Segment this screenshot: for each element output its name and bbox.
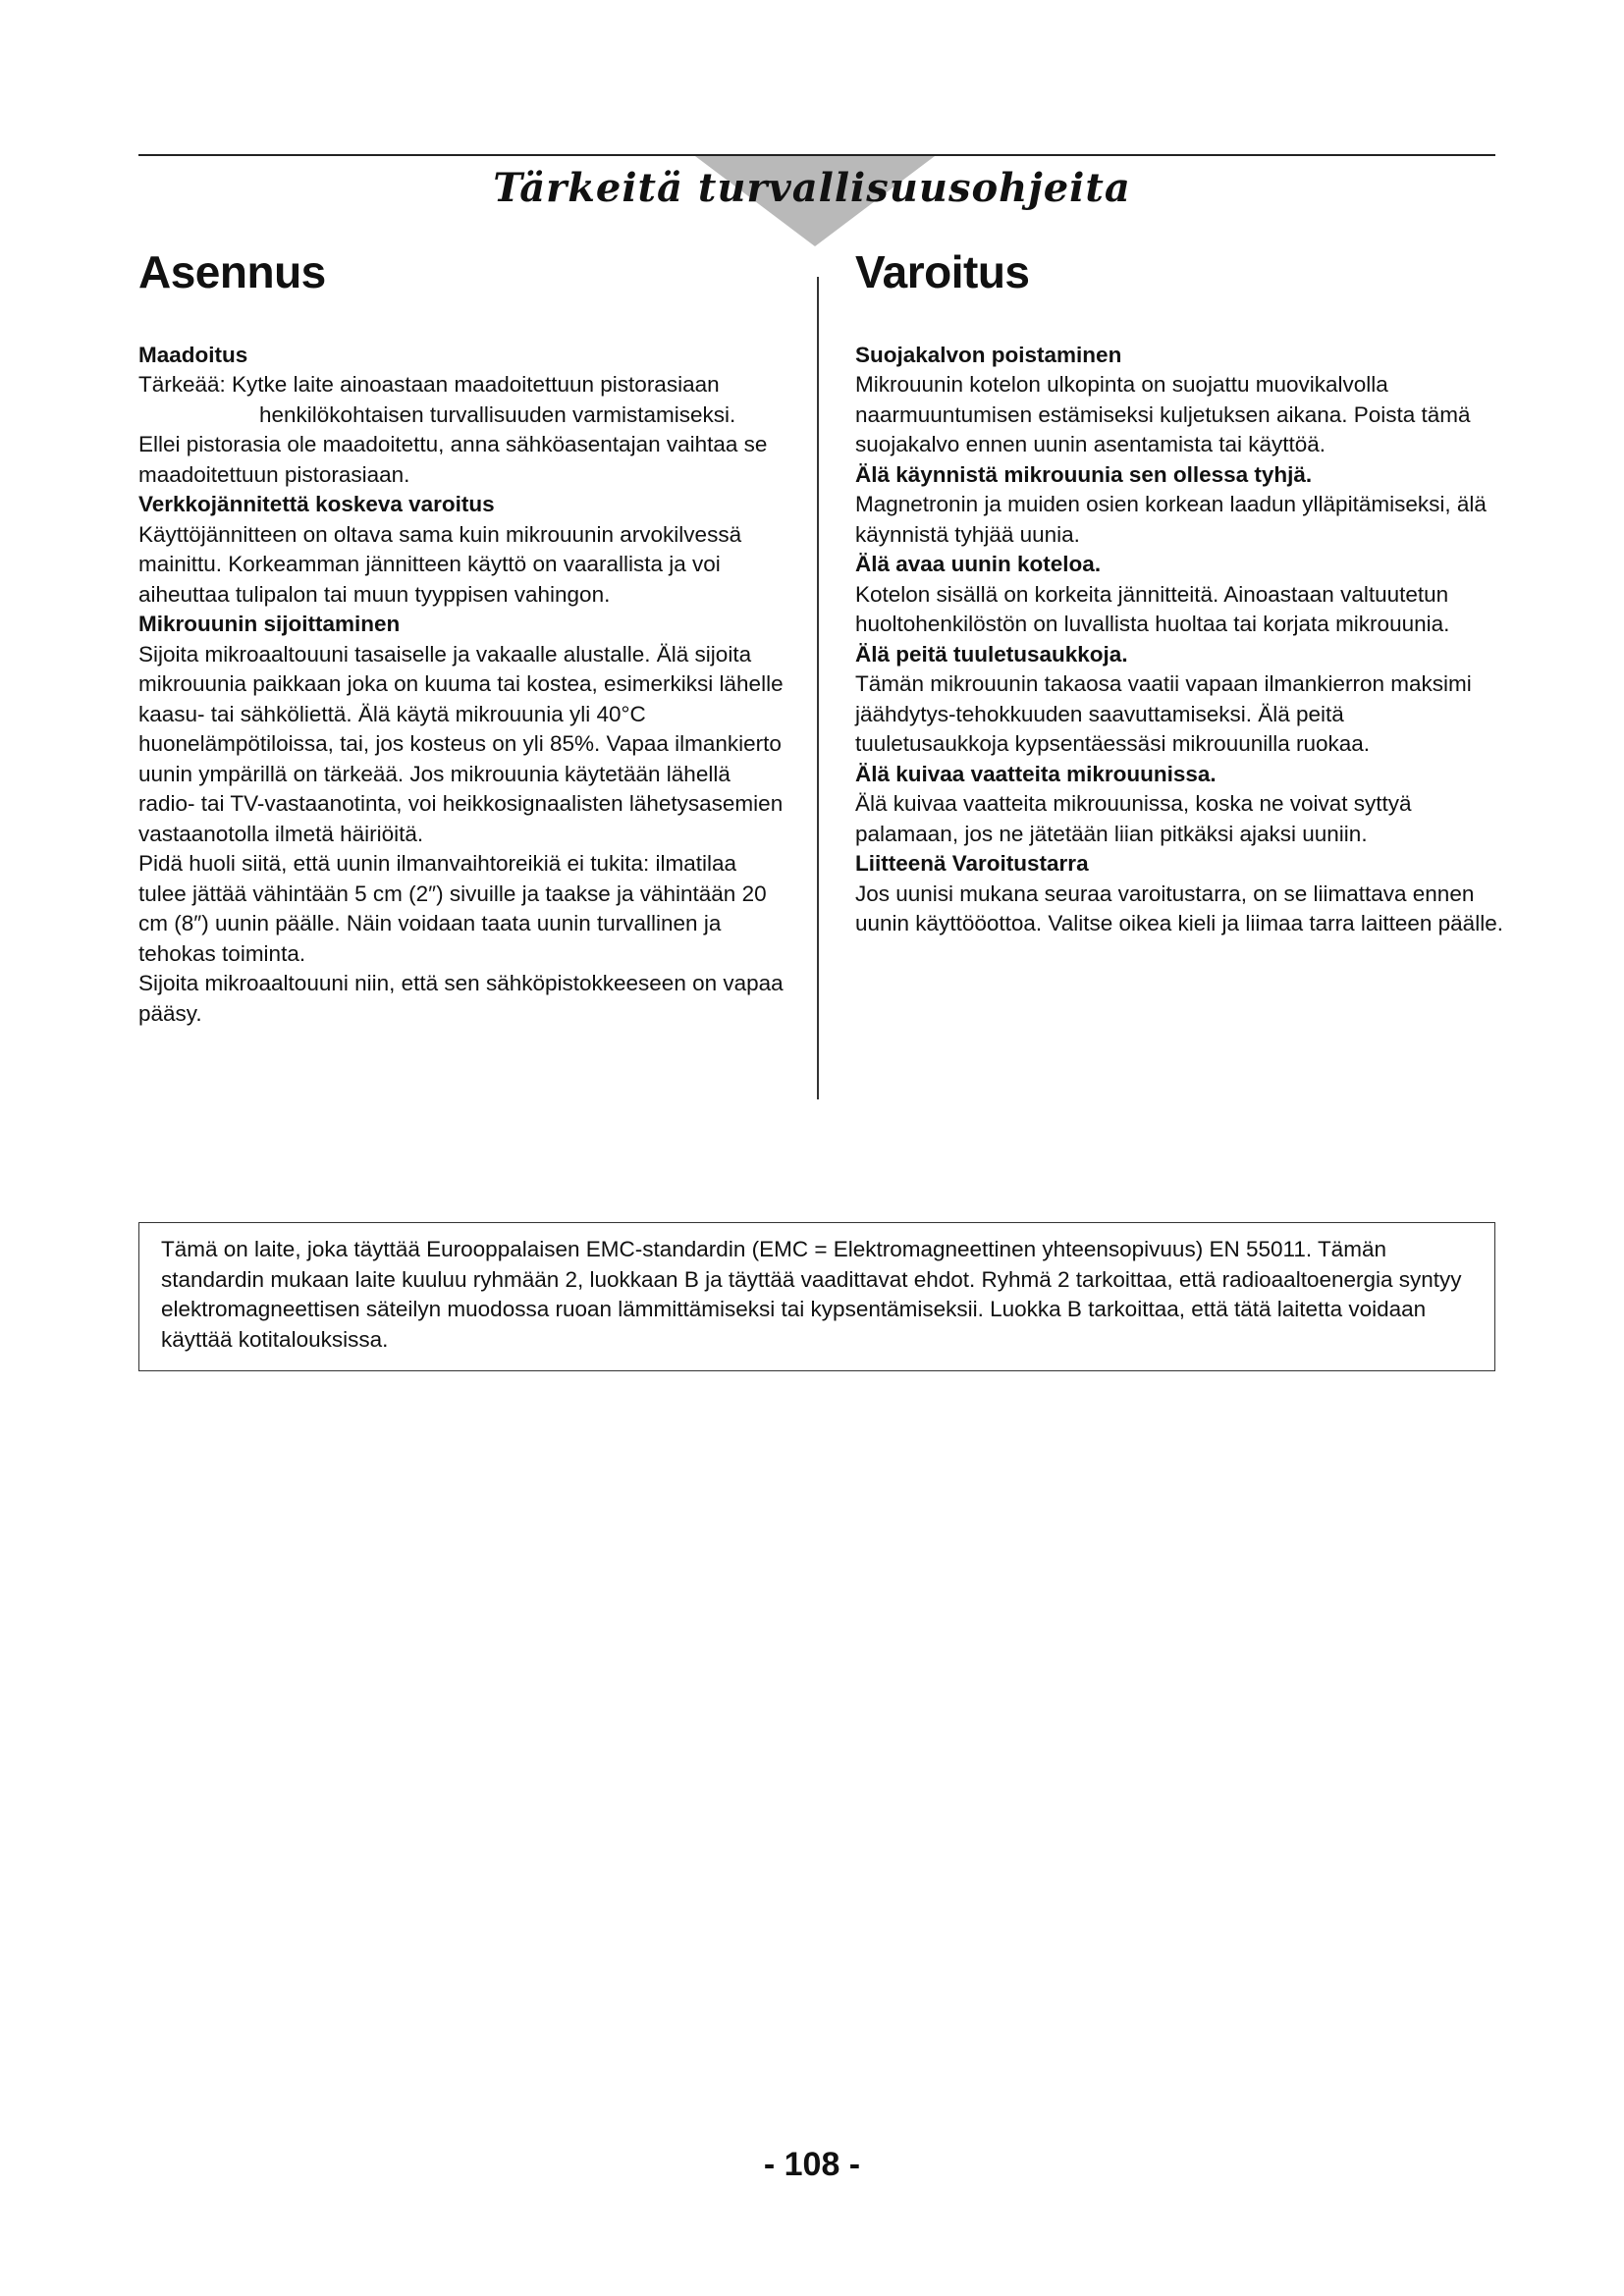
grounding-important: Tärkeää: Kytke laite ainoastaan maadoitettuun pistorasiaan henkilökohtaisen turvallisuuden varmistamiseksi. [138, 372, 736, 427]
grounding-heading: Maadoitus [138, 342, 248, 367]
page-title: Tärkeitä turvallisuusohjeita [493, 165, 1131, 211]
vents-heading: Älä peitä tuuletusaukkoja. [855, 641, 1128, 667]
placement-text-1: Sijoita mikroaaltouuni tasaiselle ja vakaalle alustalle. Älä sijoita mikrouunia paikkaan joka on kuuma tai kostea, esimerkiksi lähelle kaasu- tai sähköliettä. Älä käytä mikrouunia yli 40°C huonelämpötiloissa, tai, jos kosteus on yli 85%. Vapaa ilmankierto uunin ympärillä on tärkeää. Jos mikrouunia käytetään lähellä radio- tai TV-vastaanotinta, voi heikkosignaalisten lähetysasemien vastaanotolla ilmetä häiriöitä. [138, 641, 784, 846]
warning-text [855, 341, 1503, 939]
page-number: - 108 - [763, 2146, 861, 2183]
warning-heading: Varoitus [855, 246, 1030, 297]
placement-text-2: Pidä huoli siitä, että uunin ilmanvaihtoreikiä ei tukita: ilmatilaa tulee jättää vähintään 5 cm (2″) sivuille ja taakse ja vähintään 20 cm (8″) uunin päälle. Näin voidaan taata uunin turvallinen ja tehokas toiminta. [138, 851, 767, 966]
installation-column [138, 247, 786, 1029]
empty-oven-text: Magnetronin ja muiden osien korkean laadun ylläpitämiseksi, älä käynnistä tyhjää uunia. [855, 492, 1487, 547]
voltage-heading: Verkkojännitettä koskeva varoitus [138, 492, 495, 517]
installation-text [138, 341, 786, 1030]
column-divider [817, 277, 819, 1099]
grounding-text: Ellei pistorasia ole maadoitettu, anna sähköasentajan vaihtaa se maadoitettuun pistorasiaan. [138, 432, 768, 487]
clothes-heading: Älä kuivaa vaatteita mikrouunissa. [855, 761, 1217, 786]
casing-text: Kotelon sisällä on korkeita jännitteitä. Ainoastaan valtuutetun huoltohenkilöstön on luvallista huoltaa tai korjata mikrouunia. [855, 581, 1450, 637]
installation-heading: Asennus [138, 246, 326, 297]
label-text: Jos uunisi mukana seuraa varoitustarra, on se liimattava ennen uunin käyttööottoa. Valitse oikea kieli ja liimaa tarra laitteen päälle. [855, 881, 1503, 936]
placement-text-3: Sijoita mikroaaltouuni niin, että sen sähköpistokkeeseen on vapaa pääsy. [138, 971, 784, 1026]
placement-heading: Mikrouunin sijoittaminen [138, 612, 401, 637]
film-heading: Suojakalvon poistaminen [855, 342, 1122, 367]
emc-notice-text: Tämä on laite, joka täyttää Eurooppalaisen EMC-standardin (EMC = Elektromagneettinen yhteensopivuus) EN 55011. Tämän standardin mukaan laite kuuluu ryhmään 2, luokkaan B ja täyttää vaadittavat ehdot. Ryhmä 2 tarkoittaa, että radioaaltoenergia syntyy elektromagneettisen säteilyn muodossa ruoan lämmittämiseksi tai kypsentämiseksii. Luokka B tarkoittaa, että tätä laitetta voidaan käyttää kotitalouksissa. [161, 1237, 1462, 1352]
emc-notice-box [138, 1222, 1495, 1371]
clothes-text: Älä kuivaa vaatteita mikrouunissa, koska ne voivat syttyä palamaan, jos ne jätetään liian pitkäksi ajaksi uuniin. [855, 791, 1412, 846]
film-text: Mikrouunin kotelon ulkopinta on suojattu muovikalvolla naarmuuntumisen estämiseksi kuljetuksen aikana. Poista tämä suojakalvo ennen uunin asentamista tai käyttöä. [855, 372, 1471, 457]
voltage-text: Käyttöjännitteen on oltava sama kuin mikrouunin arvokilvessä mainittu. Korkeamman jännitteen käyttö on vaarallista ja voi aiheuttaa tulipalon tai muun tyyppisen vahingon. [138, 521, 742, 607]
vents-text: Tämän mikrouunin takaosa vaatii vapaan ilmankierron maksimi jäähdytys-tehokkuuden saavuttamiseksi. Älä peitä tuuletusaukkoja kypsentäessäsi mikrouunilla ruokaa. [855, 671, 1472, 757]
label-heading: Liitteenä Varoitustarra [855, 851, 1089, 877]
warning-column [855, 247, 1503, 939]
casing-heading: Älä avaa uunin koteloa. [855, 552, 1102, 577]
empty-oven-heading: Älä käynnistä mikrouunia sen ollessa tyhjä. [855, 461, 1313, 487]
